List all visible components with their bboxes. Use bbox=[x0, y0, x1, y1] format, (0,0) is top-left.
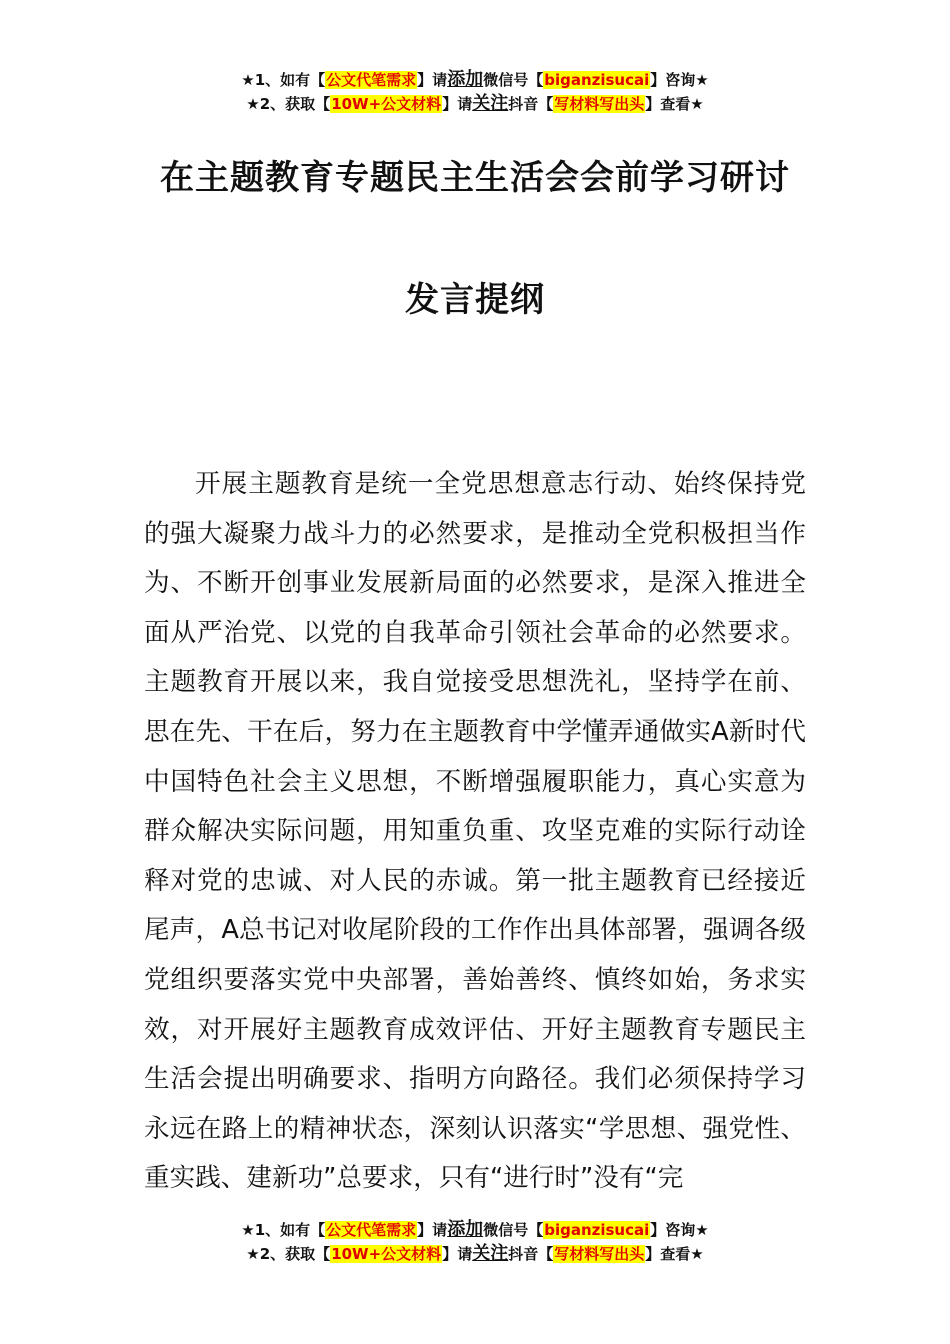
banner-highlight-wechat-id: biganzisucai bbox=[544, 71, 650, 89]
banner-highlight-service: 公文代笔需求 bbox=[326, 1221, 417, 1239]
document-title-line-1: 在主题教育专题民主生活会会前学习研讨 bbox=[160, 158, 790, 198]
banner-underlined-add: 添加 bbox=[447, 1219, 484, 1240]
banner-text: 】请 bbox=[417, 71, 448, 89]
banner-text: 】查看★ bbox=[645, 1245, 704, 1263]
banner-text: 】咨询★ bbox=[650, 71, 709, 89]
banner-text: ★1、如有【 bbox=[241, 71, 326, 89]
banner-text: 】查看★ bbox=[645, 95, 704, 113]
banner-text: 】请 bbox=[417, 1221, 448, 1239]
banner-text: 抖音【 bbox=[508, 95, 554, 113]
banner-highlight-douyin-account: 写材料写出头 bbox=[554, 95, 645, 113]
footer-banner-line-2 bbox=[0, 1242, 950, 1266]
document-body bbox=[144, 460, 806, 1204]
banner-text: 】请 bbox=[442, 95, 473, 113]
banner-text: 抖音【 bbox=[508, 1245, 554, 1263]
banner-text: ★2、获取【 bbox=[246, 1245, 331, 1263]
footer-banner-line-1 bbox=[0, 1218, 950, 1242]
banner-highlight-wechat-id: biganzisucai bbox=[544, 1221, 650, 1239]
banner-highlight-service: 公文代笔需求 bbox=[326, 71, 417, 89]
document-title-line-2: 发言提纲 bbox=[405, 280, 545, 320]
banner-underlined-follow: 关注 bbox=[472, 93, 509, 114]
banner-text: ★1、如有【 bbox=[241, 1221, 326, 1239]
banner-highlight-materials: 10W+公文材料 bbox=[331, 95, 442, 113]
banner-text: 微信号【 bbox=[483, 1221, 544, 1239]
header-banner bbox=[0, 68, 950, 116]
banner-text: ★2、获取【 bbox=[246, 95, 331, 113]
banner-text: 微信号【 bbox=[483, 71, 544, 89]
banner-text: 】咨询★ bbox=[650, 1221, 709, 1239]
banner-highlight-materials: 10W+公文材料 bbox=[331, 1245, 442, 1263]
footer-banner bbox=[0, 1218, 950, 1266]
header-banner-line-1 bbox=[0, 68, 950, 92]
body-paragraph: 开展主题教育是统一全党思想意志行动、始终保持党的强大凝聚力战斗力的必然要求，是推动全党积极担当作为、不断开创事业发展新局面的必然要求，是深入推进全面从严治党、以党的自我革命引领社会革命的必然要求。主题教育开展以来，我自觉接受思想洗礼，坚持学在前、思在先、干在后，努力在主题教育中学懂弄通做实A新时代中国特色社会主义思想，不断增强履职能力，真心实意为群众解决实际问题，用知重负重、攻坚克难的实际行动诠释对党的忠诚、对人民的赤诚。第一批主题教育已经接近尾声，A总书记对收尾阶段的工作作出具体部署，强调各级党组织要落实党中央部署，善始善终、慎终如始，务求实效，对开展好主题教育成效评估、开好主题教育专题民主生活会提出明确要求、指明方向路径。我们必须保持学习永远在路上的精神状态，深刻认识落实“学思想、强党性、重实践、建新功”总要求，只有“进行时”没有“完 bbox=[144, 469, 806, 1194]
banner-underlined-follow: 关注 bbox=[472, 1243, 509, 1264]
header-banner-line-2 bbox=[0, 92, 950, 116]
banner-text: 】请 bbox=[442, 1245, 473, 1263]
banner-underlined-add: 添加 bbox=[447, 69, 484, 90]
banner-highlight-douyin-account: 写材料写出头 bbox=[554, 1245, 645, 1263]
